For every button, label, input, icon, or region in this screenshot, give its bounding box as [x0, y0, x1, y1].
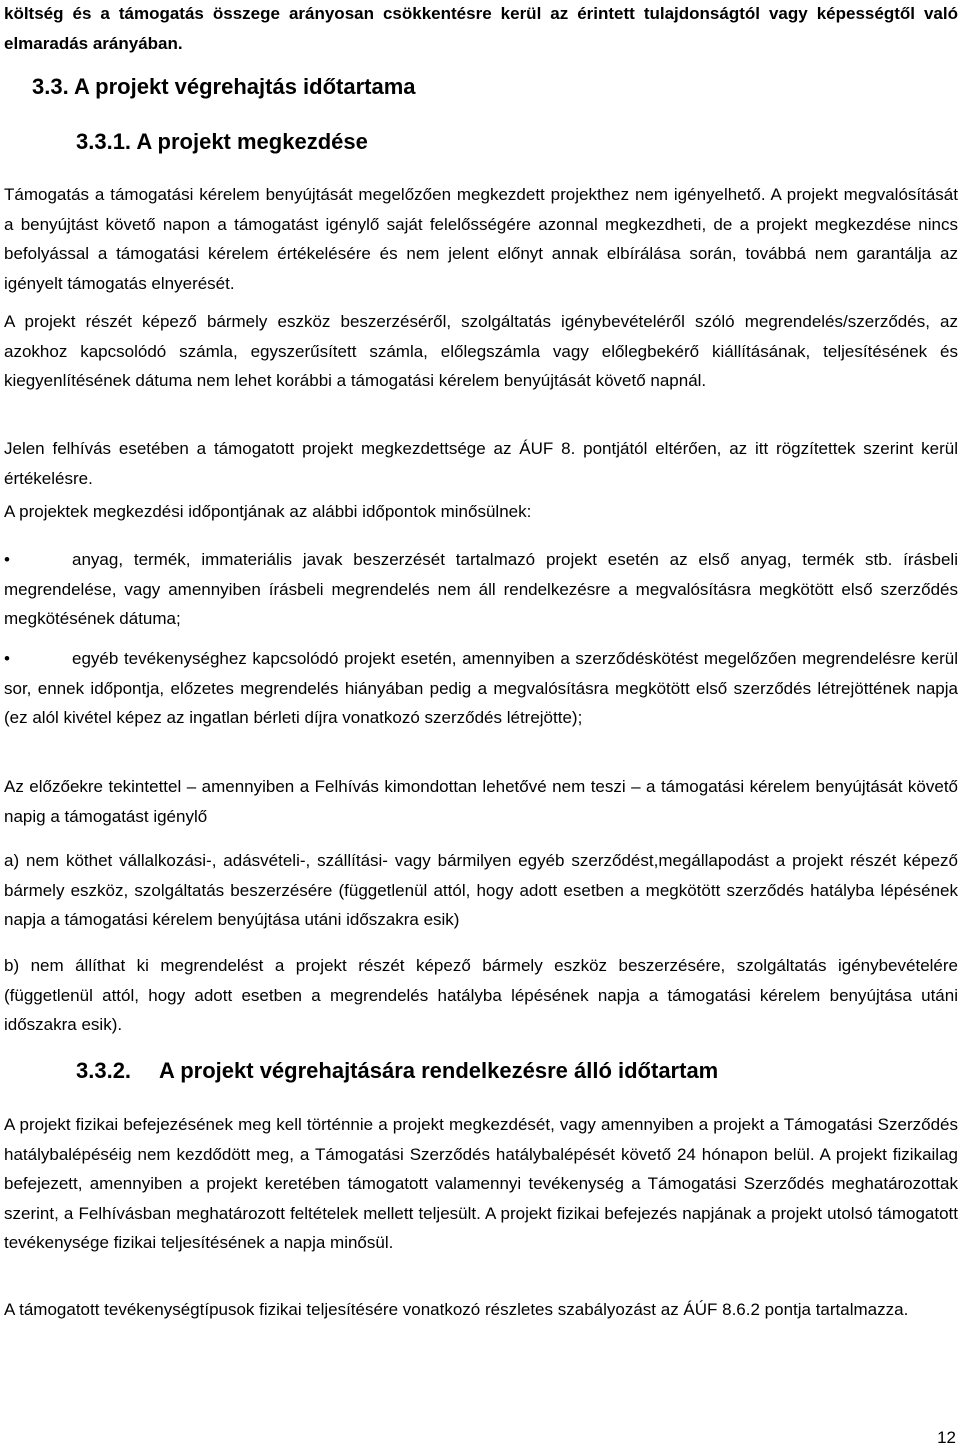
paragraph-text: A projektek megkezdési időpontjának az alábbi időpontok minősülnek:: [4, 502, 532, 521]
paragraph-text: a) nem köthet vállalkozási-, adásvételi-, szállítási- vagy bármilyen egyéb szerződést,megállapodást a projekt részét képező bármely eszköz, szolgáltatás beszerzésére (függetlenül attól, hogy adott esetben a megkötött szerződés hatályba lépésének napja a támogatási kérelem benyújtása utáni időszakra esik): [4, 851, 958, 929]
paragraph-text: A projekt részét képező bármely eszköz beszerzéséről, szolgáltatás igénybevételéről szóló megrendelés/szerződés, az azokhoz kapcsolódó számla, egyszerűsített számla, előlegszámla vagy előlegbekérő kiállításának, teljesítésének és kiegyenlítésének dátuma nem lehet korábbi a támogatási kérelem benyújtását követő napnál.: [4, 312, 958, 390]
paragraph-text: Az előzőekre tekintettel – amennyiben a Felhívás kimondottan lehetővé nem teszi – a támogatási kérelem benyújtását követő napig a támogatást igénylő: [4, 777, 958, 826]
section-title: A projekt megkezdése: [136, 129, 368, 154]
section-title: A projekt végrehajtás időtartama: [74, 74, 416, 99]
paragraph-1: [4, 180, 958, 298]
bullet-text: anyag, termék, immateriális javak beszerzését tartalmazó projekt esetén az első anyag, termék stb. írásbeli megrendelése, vagy amennyiben írásbeli megrendelés nem áll rendelkezésre a megvalósításra megkötött első szerződés megkötésének dátuma;: [4, 550, 958, 628]
section-heading-3-3: [32, 72, 416, 102]
bullet-item-2: [4, 644, 958, 733]
paragraph-text: A támogatott tevékenységtípusok fizikai teljesítésére vonatkozó részletes szabályozást az ÁÚF 8.6.2 pontja tartalmazza.: [4, 1300, 909, 1319]
paragraph-text: A projekt fizikai befejezésének meg kell történnie a projekt megkezdését, vagy amennyiben a projekt a Támogatási Szerződés hatálybalépéséig nem kezdődött meg, a Támogatási Szerződés hatálybalépését követő 24 hónapon belül. A projekt fizikailag befejezett, amennyiben a projekt keretében támogatott valamennyi tevékenység a Támogatási Szerződés meghatározottak szerint, a Felhívásban meghatározott feltételek mellett teljesült. A projekt fizikai befejezés napjának a projekt utolsó támogatott tevékenysége fizikai teljesítésének a napja minősül.: [4, 1115, 958, 1252]
paragraph-text: Jelen felhívás esetében a támogatott projekt megkezdettsége az ÁUF 8. pontjától eltérően, az itt rögzítettek szerint kerül értékelésre.: [4, 439, 958, 488]
section-title: A projekt végrehajtására rendelkezésre álló időtartam: [159, 1058, 719, 1083]
paragraph-7: [4, 1295, 958, 1325]
paragraph-a: [4, 846, 958, 935]
paragraph-6: [4, 1110, 958, 1258]
bullet-icon: •: [4, 550, 10, 569]
bullet-text: egyéb tevékenységhez kapcsolódó projekt esetén, amennyiben a szerződéskötést megelőzően megrendelésre kerül sor, ennek időpontja, előzetes megrendelés hiányában pedig a megvalósításra megkötött első szerződés létrejöttének napja (ez alól kivétel képez az ingatlan bérleti díjra vonatkozó szerződés létrejötte);: [4, 649, 958, 727]
paragraph-5: [4, 772, 958, 831]
list-item: [4, 644, 958, 733]
paragraph-4: [4, 497, 958, 527]
intro-text: költség és a támogatás összege arányosan csökkentésre kerül az érintett tulajdonságtól vagy képességtől való elmaradás arányában.: [4, 4, 958, 53]
section-heading-3-3-2: [76, 1056, 718, 1086]
bullet-icon: •: [4, 649, 10, 668]
paragraph-b: [4, 951, 958, 1040]
page-number: 12: [937, 1428, 956, 1447]
bullet-item-1: [4, 545, 958, 634]
section-number: 3.3.2.: [76, 1058, 132, 1083]
section-heading-3-3-1: [76, 127, 368, 157]
paragraph-2: [4, 307, 958, 396]
intro-paragraph: [4, 0, 958, 58]
section-number: 3.3.: [32, 74, 69, 99]
paragraph-3: [4, 434, 958, 493]
paragraph-text: Támogatás a támogatási kérelem benyújtását megelőzően megkezdett projekthez nem igényelhető. A projekt megvalósítását a benyújtást követő napon a támogatást igénylő saját felelősségére azonnal megkezdheti, de a projekt megkezdése nincs befolyással a támogatási kérelem értékelésére és nem jelent előnyt annak elbírálása során, továbbá nem garantálja az igényelt támogatás elnyerését.: [4, 185, 958, 293]
list-item: [4, 545, 958, 634]
paragraph-text: b) nem állíthat ki megrendelést a projekt részét képező bármely eszköz beszerzésére, szolgáltatás igénybevételére (függetlenül attól, hogy adott esetben a megrendelés hatályba lépésének napja a támogatási kérelem benyújtása utáni időszakra esik).: [4, 956, 958, 1034]
section-number: 3.3.1.: [76, 129, 132, 154]
